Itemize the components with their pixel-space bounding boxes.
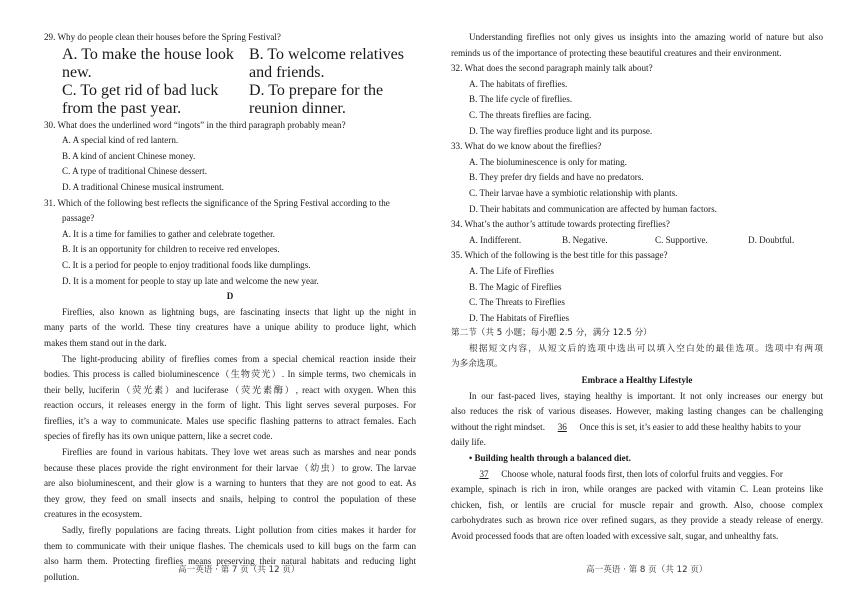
right-column bbox=[451, 30, 823, 545]
question-29-options-ab bbox=[44, 46, 416, 82]
option-30b: B. A kind of ancient Chinese money. bbox=[62, 150, 196, 161]
question-34-stem: 34. What’s the author’s attitude towards protecting fireflies? bbox=[451, 219, 670, 230]
section-2-instructions-cont: 为多余选项。 bbox=[451, 359, 503, 370]
passage-line-with-blank-37 bbox=[451, 467, 823, 483]
option-34d: D. Doubtful. bbox=[748, 234, 795, 245]
option-33a: A. The bioluminescence is only for mating. bbox=[469, 156, 627, 167]
passage-line: pollution. bbox=[44, 571, 80, 582]
passage-line: because these places provide the right environment for their larvae（幼虫）to grow. The larvae bbox=[44, 462, 416, 473]
question-31-stem-cont: passage? bbox=[62, 213, 95, 224]
passage-line: fireflies, it’s a way to communicate. Males use specific flashing patterns to attract females. Each bbox=[44, 415, 416, 426]
question-31-stem: 31. Which of the following best reflects the significance of the Spring Festival according to the bbox=[44, 197, 390, 208]
option-29a: A. To make the house look new. bbox=[62, 45, 234, 81]
passage-line: reminds us of the importance of protecting these beautiful creatures and their environment. bbox=[451, 47, 782, 58]
page-footer-left: 高一英语 · 第 7 页（共 12 页） bbox=[178, 565, 300, 575]
option-35d: D. The Habitats of Fireflies bbox=[469, 312, 570, 323]
option-33c: C. Their larvae have a symbiotic relationship with plants. bbox=[469, 187, 678, 198]
option-29d: D. To prepare for the reunion dinner. bbox=[249, 81, 384, 117]
option-30a: A. A special kind of red lantern. bbox=[62, 135, 179, 146]
passage-line: Understanding fireflies not only gives us insights into the amazing world of nature but also bbox=[469, 32, 823, 42]
option-35a: A. The Life of Fireflies bbox=[469, 265, 554, 276]
option-33b: B. They prefer dry fields and have no predators. bbox=[469, 172, 644, 183]
passage-line: Avoid processed foods that are often loaded with excessive salt, sugar, and unhealthy fats. bbox=[451, 531, 779, 541]
passage-line: them to communicate with their unique flashes. The chemicals used to kill bugs on the farm can bbox=[44, 540, 416, 551]
section-2-instructions: 根据短文内容，从短文后的选项中选出可以填入空白处的最佳选项。选项中有两项 bbox=[469, 343, 823, 354]
passage-line: chicken, fish, or lentils are crucial for muscle repair and growth. Also, choose complex bbox=[451, 499, 823, 510]
option-31d: D. It is a moment for people to stay up late and welcome the new year. bbox=[62, 275, 319, 286]
passage-line: are also bioluminescent, and their glow is a warning to hunters that they are not good to eat. As bbox=[44, 478, 416, 489]
question-30-stem: 30. What does the underlined word “ingots” in the third paragraph probably mean? bbox=[44, 119, 346, 130]
question-29-options-cd bbox=[44, 82, 416, 118]
passage-line: also reduces the risk of various diseases. However, making lasting changes can be challenging bbox=[451, 406, 823, 417]
option-32b: B. The life cycle of fireflies. bbox=[469, 94, 573, 105]
option-35c: C. The Threats to Fireflies bbox=[469, 297, 565, 308]
passage-line: daily life. bbox=[451, 437, 486, 448]
passage-line: creatures in the ecosystem. bbox=[44, 509, 142, 520]
option-31c: C. It is a period for people to enjoy traditional foods like dumplings. bbox=[62, 259, 311, 270]
section-label-d: D bbox=[226, 291, 234, 302]
section-2-heading: 第二节（共 5 小题；每小题 2.5 分，满分 12.5 分） bbox=[451, 328, 652, 339]
section-bullet-diet: • Building health through a balanced diet. bbox=[469, 453, 631, 464]
passage-line: they grow, they feed on small insects and snails, helping to control the population of these bbox=[44, 493, 416, 504]
passage-line: carbohydrates such as brown rice over refined sugars, as they provide a steady release of energy. bbox=[451, 515, 823, 526]
option-34a: A. Indifferent. bbox=[469, 234, 522, 245]
question-32-stem: 32. What does the second paragraph mainly talk about? bbox=[451, 63, 653, 74]
page-footer-right: 高一英语 · 第 8 页（共 12 页） bbox=[586, 565, 708, 575]
option-30d: D. A traditional Chinese musical instrument. bbox=[62, 181, 224, 192]
option-32d: D. The way fireflies produce light and its purpose. bbox=[469, 125, 653, 136]
passage-text: Once this is set, it’s easier to add these healthy habits to your bbox=[579, 421, 802, 432]
option-29c: C. To get rid of bad luck from the past year. bbox=[62, 81, 219, 117]
passage-line: their belly, luciferin（荧光素）and luciferase（荧光素酶）, react with oxygen. When this bbox=[44, 384, 416, 395]
passage-line: example, spinach is rich in iron, while oranges are packed with vitamin C. Lean proteins like bbox=[451, 484, 823, 495]
passage-line: Sadly, firefly populations are facing threats. Light pollution from cities makes it harder for bbox=[62, 525, 416, 536]
option-30c: C. A type of traditional Chinese dessert. bbox=[62, 166, 207, 177]
passage-line: also harm them. Protecting fireflies means preserving their natural habitats and reducing light bbox=[44, 556, 416, 567]
option-34b: B. Negative. bbox=[562, 234, 608, 245]
option-34c: C. Supportive. bbox=[655, 234, 708, 245]
option-35b: B. The Magic of Fireflies bbox=[469, 281, 562, 292]
left-column bbox=[44, 30, 416, 585]
blank-36[interactable]: 36 bbox=[557, 421, 567, 432]
option-32a: A. The habitats of fireflies. bbox=[469, 78, 568, 89]
passage-d bbox=[44, 305, 416, 586]
question-29-stem: 29. Why do people clean their houses before the Spring Festival? bbox=[44, 32, 281, 42]
passage-line: Fireflies are found in various habitats. They love wet areas such as marshes and near ponds bbox=[62, 447, 416, 458]
passage-line: species of firefly has its own unique pattern, like a secret code. bbox=[44, 431, 273, 442]
question-33-stem: 33. What do we know about the fireflies? bbox=[451, 141, 602, 152]
passage-line: many parts of the world. These tiny creatures have a unique ability to produce light, which bbox=[44, 322, 416, 333]
passage-line: The light-producing ability of fireflies comes from a special chemical reaction inside their bbox=[62, 353, 416, 364]
passage-text: Choose whole, natural foods first, then lots of colorful fruits and veggies. For bbox=[501, 468, 783, 479]
passage-line: bodies. This process is called bioluminescence（生物荧光）. In simple terms, two chemicals in bbox=[44, 369, 416, 380]
passage-line: makes them stand out in the dark. bbox=[44, 337, 167, 348]
passage-line: In our fast-paced lives, staying healthy is important. It not only increases our energy but bbox=[469, 390, 823, 401]
passage-line: reaction occurs, it releases energy in the form of light. This light serves several purposes. For bbox=[44, 400, 416, 411]
passage-line: Fireflies, also known as lightning bugs, are fascinating insects that light up the night in bbox=[62, 306, 416, 317]
blank-37[interactable]: 37 bbox=[479, 468, 489, 479]
question-35-stem: 35. Which of the following is the best title for this passage? bbox=[451, 250, 668, 261]
option-31b: B. It is an opportunity for children to receive red envelopes. bbox=[62, 244, 280, 255]
option-29b: B. To welcome relatives and friends. bbox=[249, 45, 404, 81]
option-33d: D. Their habitats and communication are affected by human factors. bbox=[469, 203, 717, 214]
question-34-options bbox=[451, 233, 823, 249]
passage-text: without the right mindset. bbox=[451, 421, 545, 432]
passage-line-with-blank-36 bbox=[451, 420, 823, 436]
option-31a: A. It is a time for families to gather and celebrate together. bbox=[62, 228, 275, 239]
option-32c: C. The threats fireflies are facing. bbox=[469, 109, 592, 120]
article-title: Embrace a Healthy Lifestyle bbox=[581, 375, 693, 386]
